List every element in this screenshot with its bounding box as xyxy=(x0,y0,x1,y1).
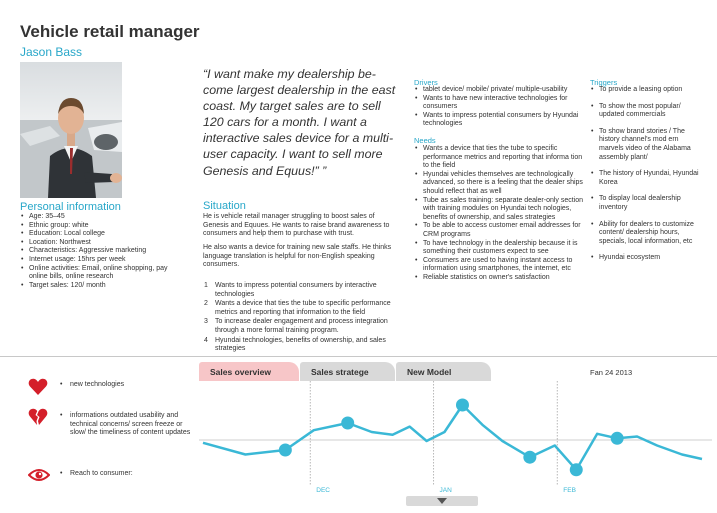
label-reach-to-consumer: Reach to consumer: xyxy=(70,470,133,477)
data-point-marker[interactable] xyxy=(279,444,292,457)
needs-item: • Consumers are used to having instant access to information using smartphones, the internet, etc xyxy=(414,257,589,274)
persona-quote: “I want make my dealership be-come largest dealership in the east coast. My target sales are to sell 120 cars for a month. I want a interactive sales device for a multi-user capacity. I want to sell more Genesis and Equus!” ” xyxy=(203,67,396,178)
triggers-item: • The history of Hyundai, Hyundai Korea xyxy=(590,170,702,187)
eye-icon xyxy=(28,468,50,482)
drivers-item: • tablet device/ mobile/ private/ multiple-usability xyxy=(414,86,589,95)
triggers-item: • To display local dealership inventory xyxy=(590,195,702,212)
month-label: DEC xyxy=(316,487,331,494)
bullet: • xyxy=(60,412,63,419)
timeline-date: Fan 24 2013 xyxy=(590,368,633,377)
section-divider xyxy=(0,356,717,357)
persona-photo xyxy=(20,62,122,198)
personal-info-item: • Ethnic group: white xyxy=(20,222,170,231)
triggers-item: • To show brand stories / The history channel's mod ern marvels video of the Alabama assembly plant/ xyxy=(590,128,702,162)
label-informations-outdated: informations outdated usability and technical concerns/ screen freeze or slow/ the timeliness of content updates xyxy=(70,412,191,437)
situation-list xyxy=(203,282,398,355)
month-label: JAN xyxy=(439,487,452,494)
needs-item: • To be able to access customer email addresses for CRM programs xyxy=(414,222,589,239)
situation-item: 3 To increase dealer engagement and process integration through a more formal training program. xyxy=(204,318,388,334)
persona-title: Vehicle retail manager xyxy=(20,22,200,41)
bullet: • xyxy=(60,381,63,388)
sales-series-line xyxy=(203,405,702,470)
drivers-item: • Wants to impress potential consumers by Hyundai technologies xyxy=(414,112,589,129)
tab-new-model[interactable]: New Model xyxy=(396,362,491,381)
tab-sales-overview[interactable]: Sales overview xyxy=(199,362,299,381)
situation-item: 1 Wants to impress potential consumers by interactive technologies xyxy=(204,282,377,298)
personal-info-item: • Internet usage: 15hrs per week xyxy=(20,256,170,265)
needs-item: • Tube as sales training: separate dealer-only section with training modules on Hyundai tech nologies, benefits of ownership, and sales strategies xyxy=(414,197,589,223)
personal-info-heading: Personal information xyxy=(20,201,121,213)
data-point-marker[interactable] xyxy=(570,463,583,476)
triggers-heading: Triggers xyxy=(590,78,618,87)
personal-info-item: • Characteristics: Aggressive marketing xyxy=(20,247,170,256)
situation-paragraph: He is vehicle retail manager struggling to boost sales of Genesis and Equues. He wants to raise brand awareness to consumers and help them to purchase with trust. xyxy=(203,213,390,238)
personal-info-item: • Online activities: Email, online shopping, pay online bills, online research xyxy=(20,265,170,282)
situation-item: 4 Hyundai technologies, benefits of ownership, and sales strategies xyxy=(204,336,386,353)
persona-portrait-image xyxy=(20,62,122,198)
situation-heading: Situation xyxy=(203,200,246,212)
label-new-technologies: new technologies xyxy=(70,381,125,388)
personal-info-item: • Education: Local college xyxy=(20,230,170,239)
triggers-item: • Hyundai ecosystem xyxy=(590,254,702,263)
sales-timeline-chart[interactable] xyxy=(199,381,712,496)
personal-info-item: • Location: Northwest xyxy=(20,239,170,248)
needs-item: • Hyundai vehicles themselves are technologically advanced, so there is a feeling that the dealer ships should reflect that as well xyxy=(414,171,589,197)
data-point-marker[interactable] xyxy=(611,432,624,445)
triggers-item: • To show the most popular/ updated commercials xyxy=(590,103,702,120)
month-label: FEB xyxy=(563,487,576,494)
needs-item: • Reliable statistics on owner's satisfaction xyxy=(414,274,589,283)
situation-item: 2 Wants a device that ties the tube to specific performance metrics and reporting that information to the field xyxy=(204,300,391,316)
needs-list xyxy=(414,145,589,283)
drivers-item: • Wants to have new interactive technologies for consumers xyxy=(414,95,589,112)
bullet: • xyxy=(60,470,63,477)
data-point-marker[interactable] xyxy=(341,417,354,430)
tab-sales-stratege[interactable]: Sales stratege xyxy=(300,362,395,381)
chevron-down-icon[interactable] xyxy=(437,498,447,504)
situation-paragraph: He also wants a device for training new sale staffs. He thinks language translation is helpful for non-English speaking consumers. xyxy=(203,244,392,269)
persona-name: Jason Bass xyxy=(20,45,83,59)
heart-icon xyxy=(28,378,48,396)
needs-item: • Wants a device that ties the tube to specific performance metrics and reporting that informa tion to the field xyxy=(414,145,589,171)
needs-heading: Needs xyxy=(414,136,436,145)
personal-info-item: • Age: 35–45 xyxy=(20,213,170,222)
needs-item: • To have technology in the dealership because it is something their customers expect to see xyxy=(414,240,589,257)
data-point-marker[interactable] xyxy=(523,451,536,464)
data-point-marker[interactable] xyxy=(456,399,469,412)
broken-heart-icon xyxy=(28,408,48,426)
personal-info-list xyxy=(20,213,170,290)
drivers-list xyxy=(414,86,589,129)
triggers-list xyxy=(590,86,702,271)
personal-info-item: • Target sales: 120/ month xyxy=(20,282,170,291)
drivers-heading: Drivers xyxy=(414,78,438,87)
triggers-item: • To provide a leasing option xyxy=(590,86,702,95)
triggers-item: • Ability for dealers to customize content/ dealership hours, specials, local information, etc xyxy=(590,221,702,247)
